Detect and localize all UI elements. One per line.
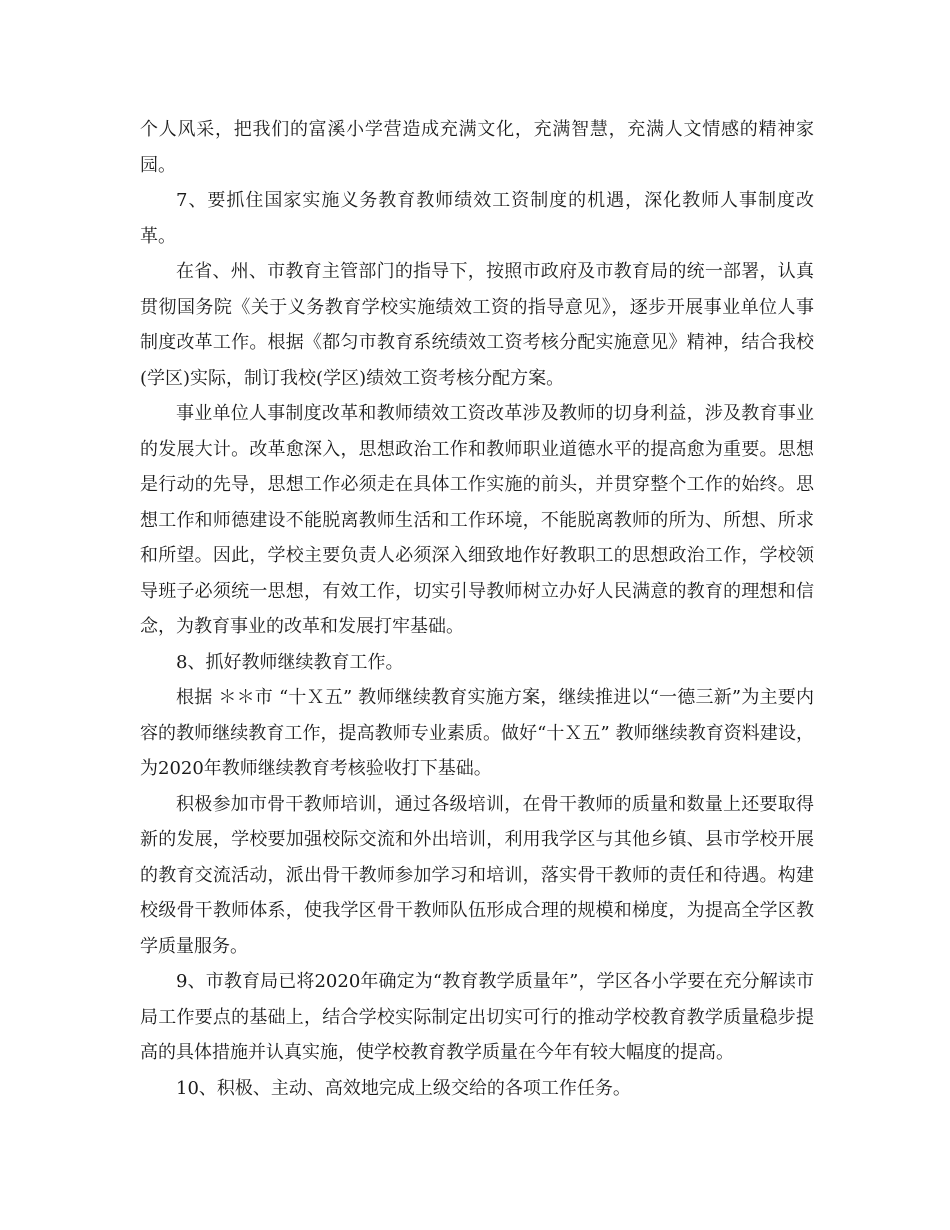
paragraph-3: 在省、州、市教育主管部门的指导下，按照市政府及市教育局的统一部署，认真贯彻国务院《关于义务教育学校实施绩效工资的指导意见》，逐步开展事业单位人事制度改革工作。根据《都匀市教育系统绩效工资考核分配实施意见》精神，结合我校(学区)实际，制订我校(学区)绩效工资考核分配方案。 <box>140 261 814 389</box>
paragraph-8: 9、市教育局已将2020年确定为“教育教学质量年”，学区各小学要在充分解读市局工作要点的基础上，结合学校实际制定出切实可行的推动学校教育教学质量稳步提高的具体措施并认真实施，使学校教育教学质量在今年有较大幅度的提高。 <box>140 971 814 1063</box>
paragraph-9: 10、积极、主动、高效地完成上级交给的各项工作任务。 <box>176 1077 631 1099</box>
paragraph-5: 8、抓好教师继续教育工作。 <box>176 651 404 673</box>
paragraph-4: 事业单位人事制度改革和教师绩效工资改革涉及教师的切身利益，涉及教育事业的发展大计。改革愈深入，思想政治工作和教师职业道德水平的提高愈为重要。思想是行动的先导，思想工作必须走在具体工作实施的前头，并贯穿整个工作的始终。思想工作和师德建设不能脱离教师生活和工作环境，不能脱离教师的所为、所想、所求和所望。因此，学校主要负责人必须深入细致地作好教职工的思想政治工作，学校领导班子必须统一思想，有效工作，切实引导教师树立办好人民满意的教育的理想和信念，为教育事业的改革和发展打牢基础。 <box>140 403 814 637</box>
paragraph-7: 积极参加市骨干教师培训，通过各级培训，在骨干教师的质量和数量上还要取得新的发展，学校要加强校际交流和外出培训，利用我学区与其他乡镇、县市学校开展的教育交流活动，派出骨干教师参加学习和培训，落实骨干教师的责任和待遇。构建校级骨干教师体系，使我学区骨干教师队伍形成合理的规模和梯度，为提高全学区教学质量服务。 <box>140 793 814 957</box>
paragraph-1: 个人风采，把我们的富溪小学营造成充满文化，充满智慧，充满人文情感的精神家园。 <box>140 119 814 176</box>
paragraph-6: 根据 ＊＊市 “十Ｘ五” 教师继续教育实施方案，继续推进以“一德三新”为主要内容的教师继续教育工作，提高教师专业素质。做好“十Ｘ五” 教师继续教育资料建设，为2020年教师继续教育考核验收打下基础。 <box>140 687 814 779</box>
document-body <box>140 112 814 1106</box>
paragraph-2: 7、要抓住国家实施义务教育教师绩效工资制度的机遇，深化教师人事制度改革。 <box>140 190 814 247</box>
